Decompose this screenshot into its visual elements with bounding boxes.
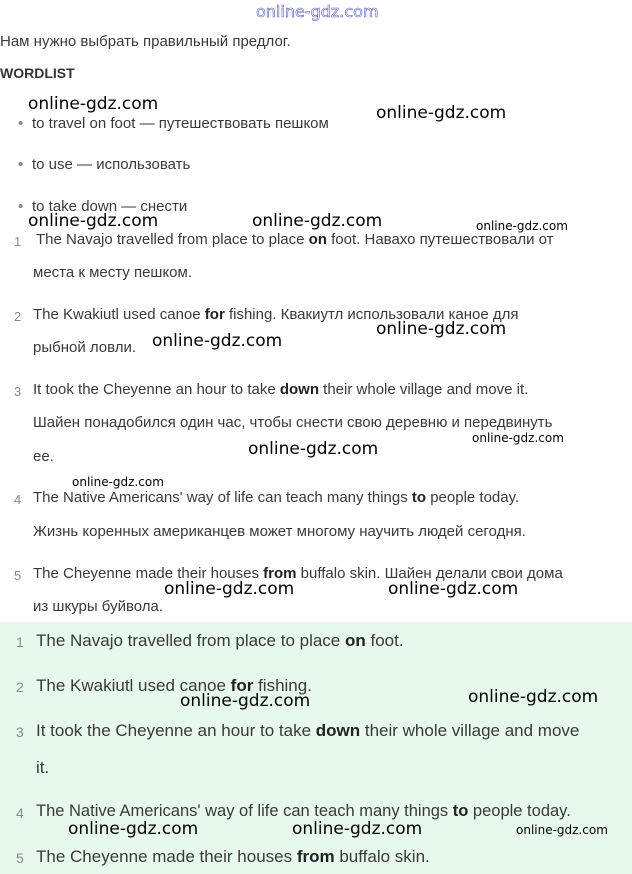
answer-translation: места к месту пешком. xyxy=(33,264,193,281)
answer-preposition: for xyxy=(204,306,225,323)
watermark: online-gdz.com xyxy=(180,691,311,711)
answer-number: 5 xyxy=(14,568,22,583)
watermark: online-gdz.com xyxy=(468,687,599,707)
watermark: online-gdz.com xyxy=(388,579,519,599)
answer-preposition: on xyxy=(308,231,327,248)
answer-preposition: down xyxy=(279,381,319,398)
intro-text: Нам нужно выбрать правильный предлог. xyxy=(0,33,291,50)
summary-line: The Kwakiutl used canoe for fishing. xyxy=(36,676,312,695)
summary-preposition: on xyxy=(345,631,366,650)
answer-translation-cont: ее. xyxy=(33,448,54,465)
watermark: online-gdz.com xyxy=(376,319,507,339)
wordlist-item xyxy=(18,156,190,173)
watermark: online-gdz.com xyxy=(472,431,564,445)
summary-number: 4 xyxy=(16,805,24,821)
wordlist-title: WORDLIST xyxy=(0,65,75,81)
answer-translation: Жизнь коренных американцев может многому научить людей сегодня. xyxy=(33,523,526,540)
answer-line: The Native Americans' way of life can teach many things to people today. xyxy=(33,489,520,506)
answer-number: 1 xyxy=(14,234,22,249)
summary-number: 5 xyxy=(16,850,24,866)
bullet-icon: • xyxy=(18,198,24,215)
summary-preposition: down xyxy=(315,721,361,740)
watermark: online-gdz.com xyxy=(28,211,159,231)
watermark: online-gdz.com xyxy=(252,211,383,231)
answer-preposition: from xyxy=(263,565,297,582)
summary-preposition: to xyxy=(452,802,469,820)
answer-preposition: to xyxy=(411,489,427,506)
summary-line: The Native Americans' way of life can teach many things to people today. xyxy=(36,802,571,820)
bullet-icon: • xyxy=(18,156,24,173)
answer-number: 4 xyxy=(14,492,22,507)
bullet-icon: • xyxy=(18,115,24,132)
watermark: online-gdz.com xyxy=(28,94,159,114)
watermark: online-gdz.com xyxy=(72,475,164,489)
wordlist-item xyxy=(18,115,329,132)
answer-line: The Navajo travelled from place to place on foot. Навахо путешествовали от xyxy=(36,231,554,248)
watermark: online-gdz.com xyxy=(376,103,507,123)
watermark: online-gdz.com xyxy=(164,579,295,599)
answer-line: It took the Cheyenne an hour to take down their whole village and move it. xyxy=(33,381,529,398)
summary-number: 1 xyxy=(16,634,24,650)
header-watermark: online-gdz.com xyxy=(256,2,379,21)
answer-line: The Cheyenne made their houses from buffalo skin. Шайен делали свои дома xyxy=(33,565,563,582)
wordlist-item-text: to take down — снести xyxy=(32,198,188,215)
summary-line: The Cheyenne made their houses from buffalo skin. xyxy=(36,847,430,866)
summary-preposition: from xyxy=(296,847,335,866)
wordlist-item-text: to travel on foot — путешествовать пешком xyxy=(32,115,329,132)
summary-preposition: for xyxy=(230,676,254,695)
wordlist-item-text: to use — использовать xyxy=(32,156,191,173)
answer-translation: Шайен понадобился один час, чтобы снести свою деревню и передвинуть xyxy=(33,414,553,431)
watermark: online-gdz.com xyxy=(152,331,283,351)
summary-number: 3 xyxy=(16,724,24,740)
summary-number: 2 xyxy=(16,679,24,695)
summary-line: It took the Cheyenne an hour to take down their whole village and move xyxy=(36,721,580,740)
watermark: online-gdz.com xyxy=(248,439,379,459)
summary-line-cont: it. xyxy=(36,758,50,777)
answer-translation: рыбной ловли. xyxy=(33,339,137,356)
answer-translation: из шкуры буйвола. xyxy=(33,598,164,615)
summary-line: The Navajo travelled from place to place on foot. xyxy=(36,631,404,650)
answer-line: The Kwakiutl used canoe for fishing. Квакиутл использовали каное для xyxy=(33,306,519,323)
watermark: online-gdz.com xyxy=(476,219,568,233)
watermark: online-gdz.com xyxy=(516,823,608,837)
watermark: online-gdz.com xyxy=(68,819,199,839)
answer-number: 2 xyxy=(14,309,22,324)
answer-number: 3 xyxy=(14,384,22,399)
watermark: online-gdz.com xyxy=(292,819,423,839)
